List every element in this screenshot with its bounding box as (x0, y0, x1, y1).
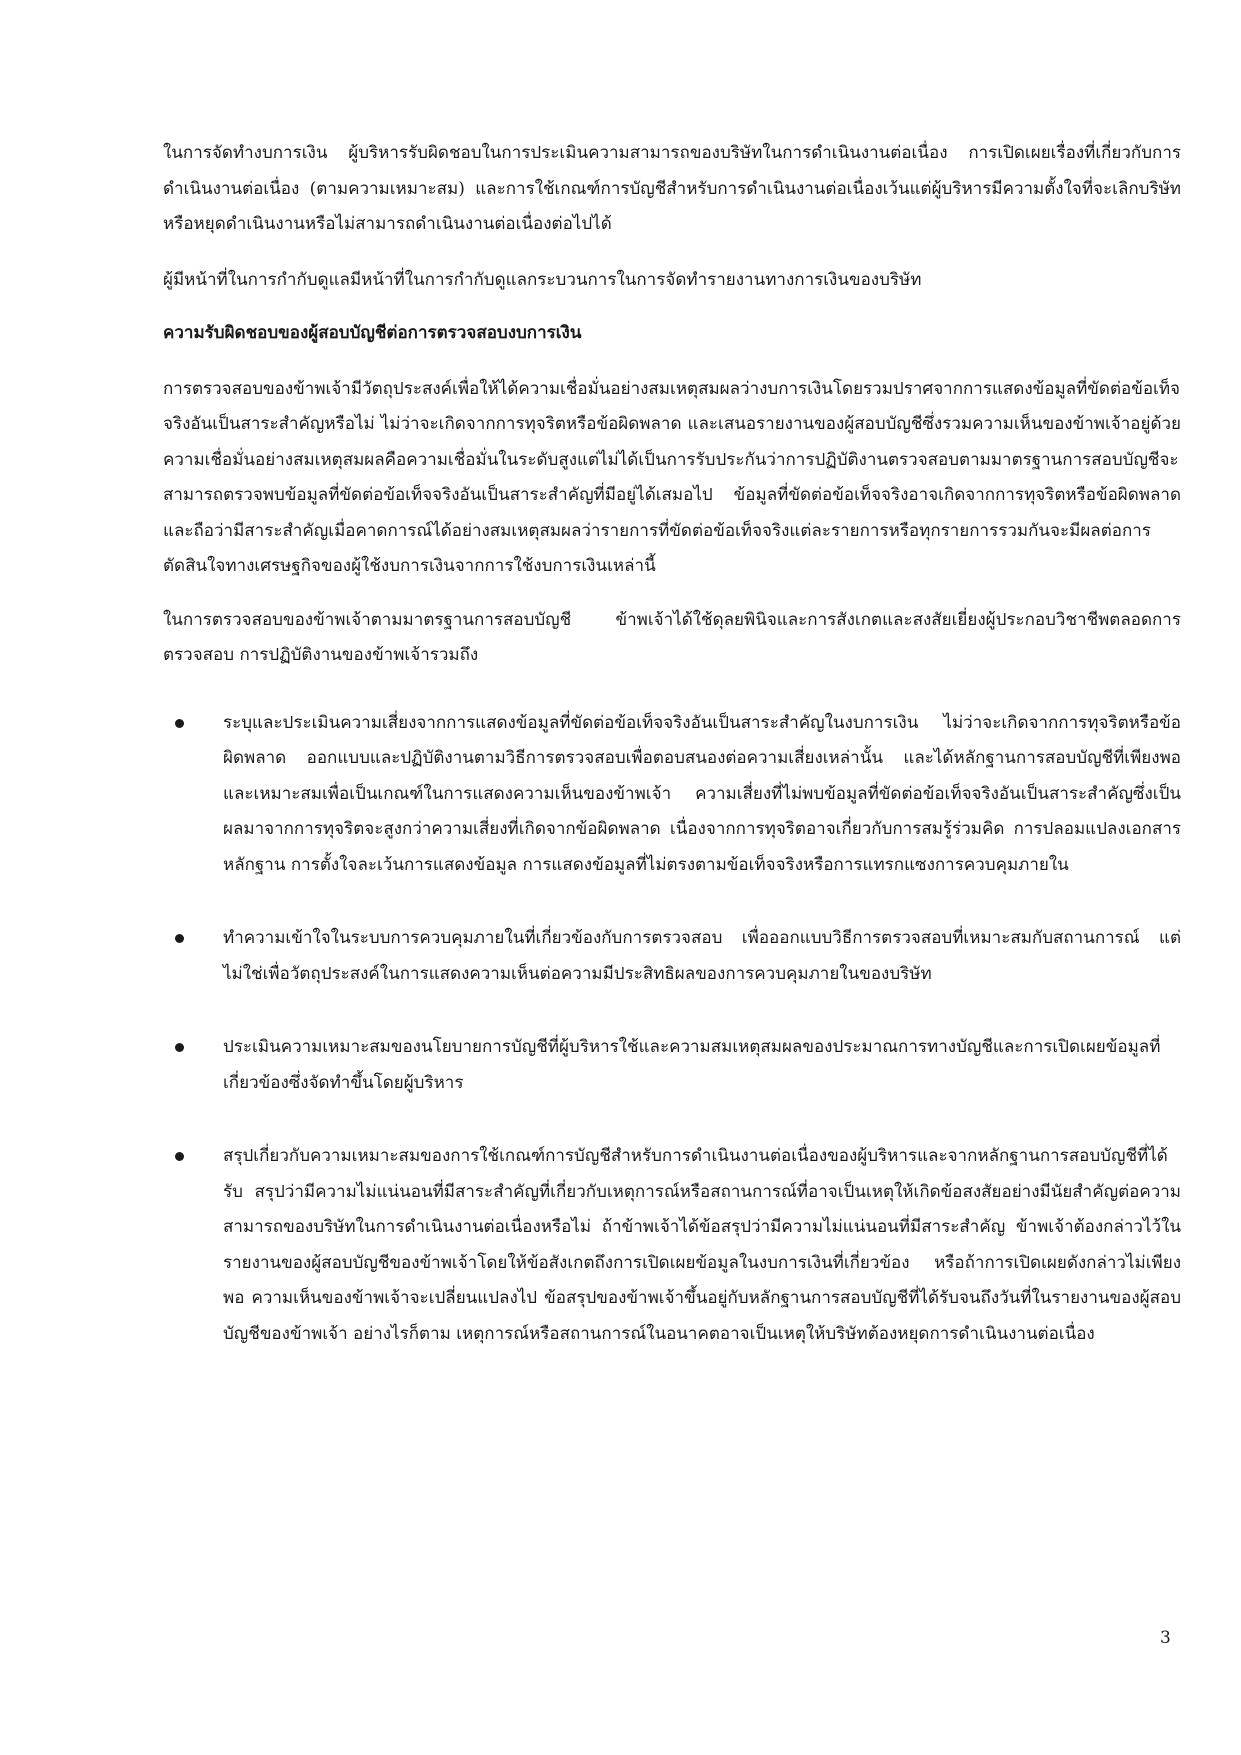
list-item-text: สรุปเกี่ยวกับความเหมาะสมของการใช้เกณฑ์การบัญชีสำหรับการดำเนินงานต่อเนื่องของผู้บริหารและจากหลักฐานการสอบบัญชีที่ได้รับ สรุปว่ามีความไม่แน่นอนที่มีสาระสำคัญที่เกี่ยวกับเหตุการณ์หรือสถานการณ์ที่อาจเป็นเหตุให้เกิดข้อสงสัยอย่างมีนัยสำคัญต่อความสามารถของบริษัทในการดำเนินงานต่อเนื่องหรือไม่ ถ้าข้าพเจ้าได้ข้อสรุปว่ามีความไม่แน่นอนที่มีสาระสำคัญ ข้าพเจ้าต้องกล่าวไว้ในรายงานของผู้สอบบัญชีของข้าพเจ้าโดยให้ข้อสังเกตถึงการเปิดเผยข้อมูลในงบการเงินที่เกี่ยวข้อง หรือถ้าการเปิดเผยดังกล่าวไม่เพียงพอ ความเห็นของข้าพเจ้าจะเปลี่ยนแปลงไป ข้อสรุปของข้าพเจ้าขึ้นอยู่กับหลักฐานการสอบบัญชีที่ได้รับจนถึงวันที่ในรายงานของผู้สอบบัญชีของข้าพเจ้า อย่างไรก็ตาม เหตุการณ์หรือสถานการณ์ในอนาคตอาจเป็นเหตุให้บริษัทต้องหยุดการดำเนินงานต่อเนื่อง (223, 1146, 1181, 1344)
paragraph-management-responsibility: ในการจัดทำงบการเงิน ผู้บริหารรับผิดชอบในการประเมินความสามารถของบริษัทในการดำเนินงานต่อเนื่อง การเปิดเผยเรื่องที่เกี่ยวกับการดำเนินงานต่อเนื่อง (ตามความเหมาะสม) และการใช้เกณฑ์การบัญชีสำหรับการดำเนินงานต่อเนื่องเว้นแต่ผู้บริหารมีความตั้งใจที่จะเลิกบริษัทหรือหยุดดำเนินงานหรือไม่สามารถดำเนินงานต่อเนื่องต่อไปได้ (163, 143, 1181, 234)
section-heading-auditor-responsibility: ความรับผิดชอบของผู้สอบบัญชีต่อการตรวจสอบงบการเงิน (163, 323, 582, 343)
bullet-icon (175, 934, 184, 943)
bullet-icon (175, 1152, 184, 1161)
page-content (163, 136, 1181, 1390)
paragraph-audit-objective: การตรวจสอบของข้าพเจ้ามีวัตถุประสงค์เพื่อให้ได้ความเชื่อมั่นอย่างสมเหตุสมผลว่างบการเงินโดยรวมปราศจากการแสดงข้อมูลที่ขัดต่อข้อเท็จจริงอันเป็นสาระสำคัญหรือไม่ ไม่ว่าจะเกิดจากการทุจริตหรือข้อผิดพลาด และเสนอรายงานของผู้สอบบัญชีซึ่งรวมความเห็นของข้าพเจ้าอยู่ด้วย ความเชื่อมั่นอย่างสมเหตุสมผลคือความเชื่อมั่นในระดับสูงแต่ไม่ได้เป็นการรับประกันว่าการปฏิบัติงานตรวจสอบตามมาตรฐานการสอบบัญชีจะสามารถตรวจพบข้อมูลที่ขัดต่อข้อเท็จจริงอันเป็นสาระสำคัญที่มีอยู่ได้เสมอไป ข้อมูลที่ขัดต่อข้อเท็จจริงอาจเกิดจากการทุจริตหรือข้อผิดพลาดและถือว่ามีสาระสำคัญเมื่อคาดการณ์ได้อย่างสมเหตุสมผลว่ารายการที่ขัดต่อข้อเท็จจริงแต่ละรายการหรือทุกรายการรวมกันจะมีผลต่อการตัดสินใจทางเศรษฐกิจของผู้ใช้งบการเงินจากการใช้งบการเงินเหล่านี้ (163, 378, 1181, 576)
paragraph-audit-procedures-intro: ในการตรวจสอบของข้าพเจ้าตามมาตรฐานการสอบบัญชี ข้าพเจ้าได้ใช้ดุลยพินิจและการสังเกตและสงสัยเยี่ยงผู้ประกอบวิชาชีพตลอดการตรวจสอบ การปฏิบัติงานของข้าพเจ้ารวมถึง (163, 609, 1181, 665)
paragraph-governance-responsibility: ผู้มีหน้าที่ในการกำกับดูแลมีหน้าที่ในการกำกับดูแลกระบวนการในการจัดทำรายงานทางการเงินของบริษัท (163, 269, 922, 290)
list-item-text: ประเมินความเหมาะสมของนโยบายการบัญชีที่ผู้บริหารใช้และความสมเหตุสมผลของประมาณการทางบัญชีและการเปิดเผยข้อมูลที่เกี่ยวข้องซึ่งจัดทำขึ้นโดยผู้บริหาร (223, 1037, 1161, 1093)
list-item-text: ทำความเข้าใจในระบบการควบคุมภายในที่เกี่ยวข้องกับการตรวจสอบ เพื่อออกแบบวิธีการตรวจสอบที่เหมาะสมกับสถานการณ์ แต่ไม่ใช่เพื่อวัตถุประสงค์ในการแสดงความเห็นต่อความมีประสิทธิผลของการควบคุมภายในของบริษัท (223, 928, 1181, 984)
page-number: 3 (1160, 1628, 1171, 1648)
bullet-icon (175, 1043, 184, 1052)
list-item (163, 1139, 1181, 1352)
bullet-icon (175, 719, 184, 728)
audit-procedures-list (163, 706, 1181, 1353)
list-item (163, 706, 1181, 884)
list-item (163, 1030, 1181, 1101)
list-item (163, 921, 1181, 992)
list-item-text: ระบุและประเมินความเสี่ยงจากการแสดงข้อมูลที่ขัดต่อข้อเท็จจริงอันเป็นสาระสำคัญในงบการเงิน ไม่ว่าจะเกิดจากการทุจริตหรือข้อผิดพลาด ออกแบบและปฏิบัติงานตามวิธีการตรวจสอบเพื่อตอบสนองต่อความเสี่ยงเหล่านั้น และได้หลักฐานการสอบบัญชีที่เพียงพอและเหมาะสมเพื่อเป็นเกณฑ์ในการแสดงความเห็นของข้าพเจ้า ความเสี่ยงที่ไม่พบข้อมูลที่ขัดต่อข้อเท็จจริงอันเป็นสาระสำคัญซึ่งเป็นผลมาจากการทุจริตจะสูงกว่าความเสี่ยงที่เกิดจากข้อผิดพลาด เนื่องจากการทุจริตอาจเกี่ยวกับการสมรู้ร่วมคิด การปลอมแปลงเอกสารหลักฐาน การตั้งใจละเว้นการแสดงข้อมูล การแสดงข้อมูลที่ไม่ตรงตามข้อเท็จจริงหรือการแทรกแซงการควบคุมภายใน (223, 712, 1181, 875)
